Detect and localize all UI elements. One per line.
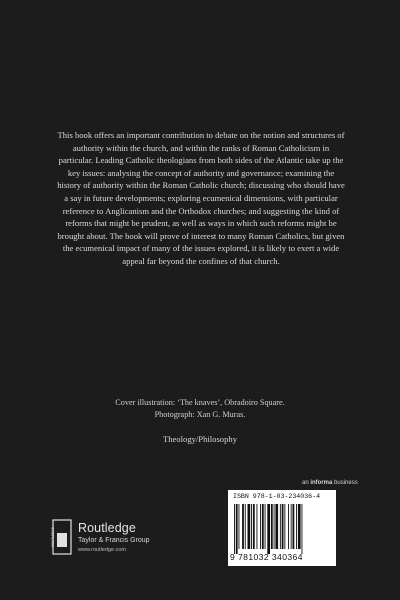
publisher-url: www.routledge.com [78,547,126,553]
informa-suffix: business [332,480,358,486]
publisher-group: Taylor & Francis Group [78,537,150,544]
informa-business-label [302,480,358,486]
informa-prefix: an [302,480,311,486]
publisher-name: Routledge [78,521,136,535]
cover-credit [60,397,340,420]
photograph-credit: Photograph: Xan G. Muras. [154,409,246,419]
isbn-label: ISBN 978-1-03-234036-4 [233,493,321,500]
publisher-logo-block [52,519,182,561]
blurb-text: This book offers an important contribution to debate on the notion and structures of authority within the church, and within the ranks of Roman Catholicism in particular. Leading Catholic theologians from both sides of the Atlantic take up the key issues: analysing the concept of authority and governance; examining the history of authority within the Roman Catholic church; discussing who should have a say in future developments; exploring ecumenical dimensions, with particular reference to Anglicanism and the Orthodox churches; and suggesting the kind of reforms that might be prudent, as well as ways in which such reforms might be brought about. The book will prove of interest to many Roman Catholics, but given the ecumenical impact of many of the issues explored, it is likely to exert a wide appeal far beyond the confines of that church. [57,130,345,266]
svg-text:ROUTLEDGE: ROUTLEDGE [51,527,55,547]
cover-illustration-credit: Cover illustration: ‘The knaves’, Obradoiro Square. [115,398,285,407]
barcode-bars-icon [234,504,332,554]
barcode [228,490,336,566]
routledge-logo-icon [52,519,72,555]
barcode-digits: 9 781032 340364 [230,552,303,562]
informa-brand: informa [310,480,333,486]
subject-category: Theology/Philosophy [162,434,237,444]
